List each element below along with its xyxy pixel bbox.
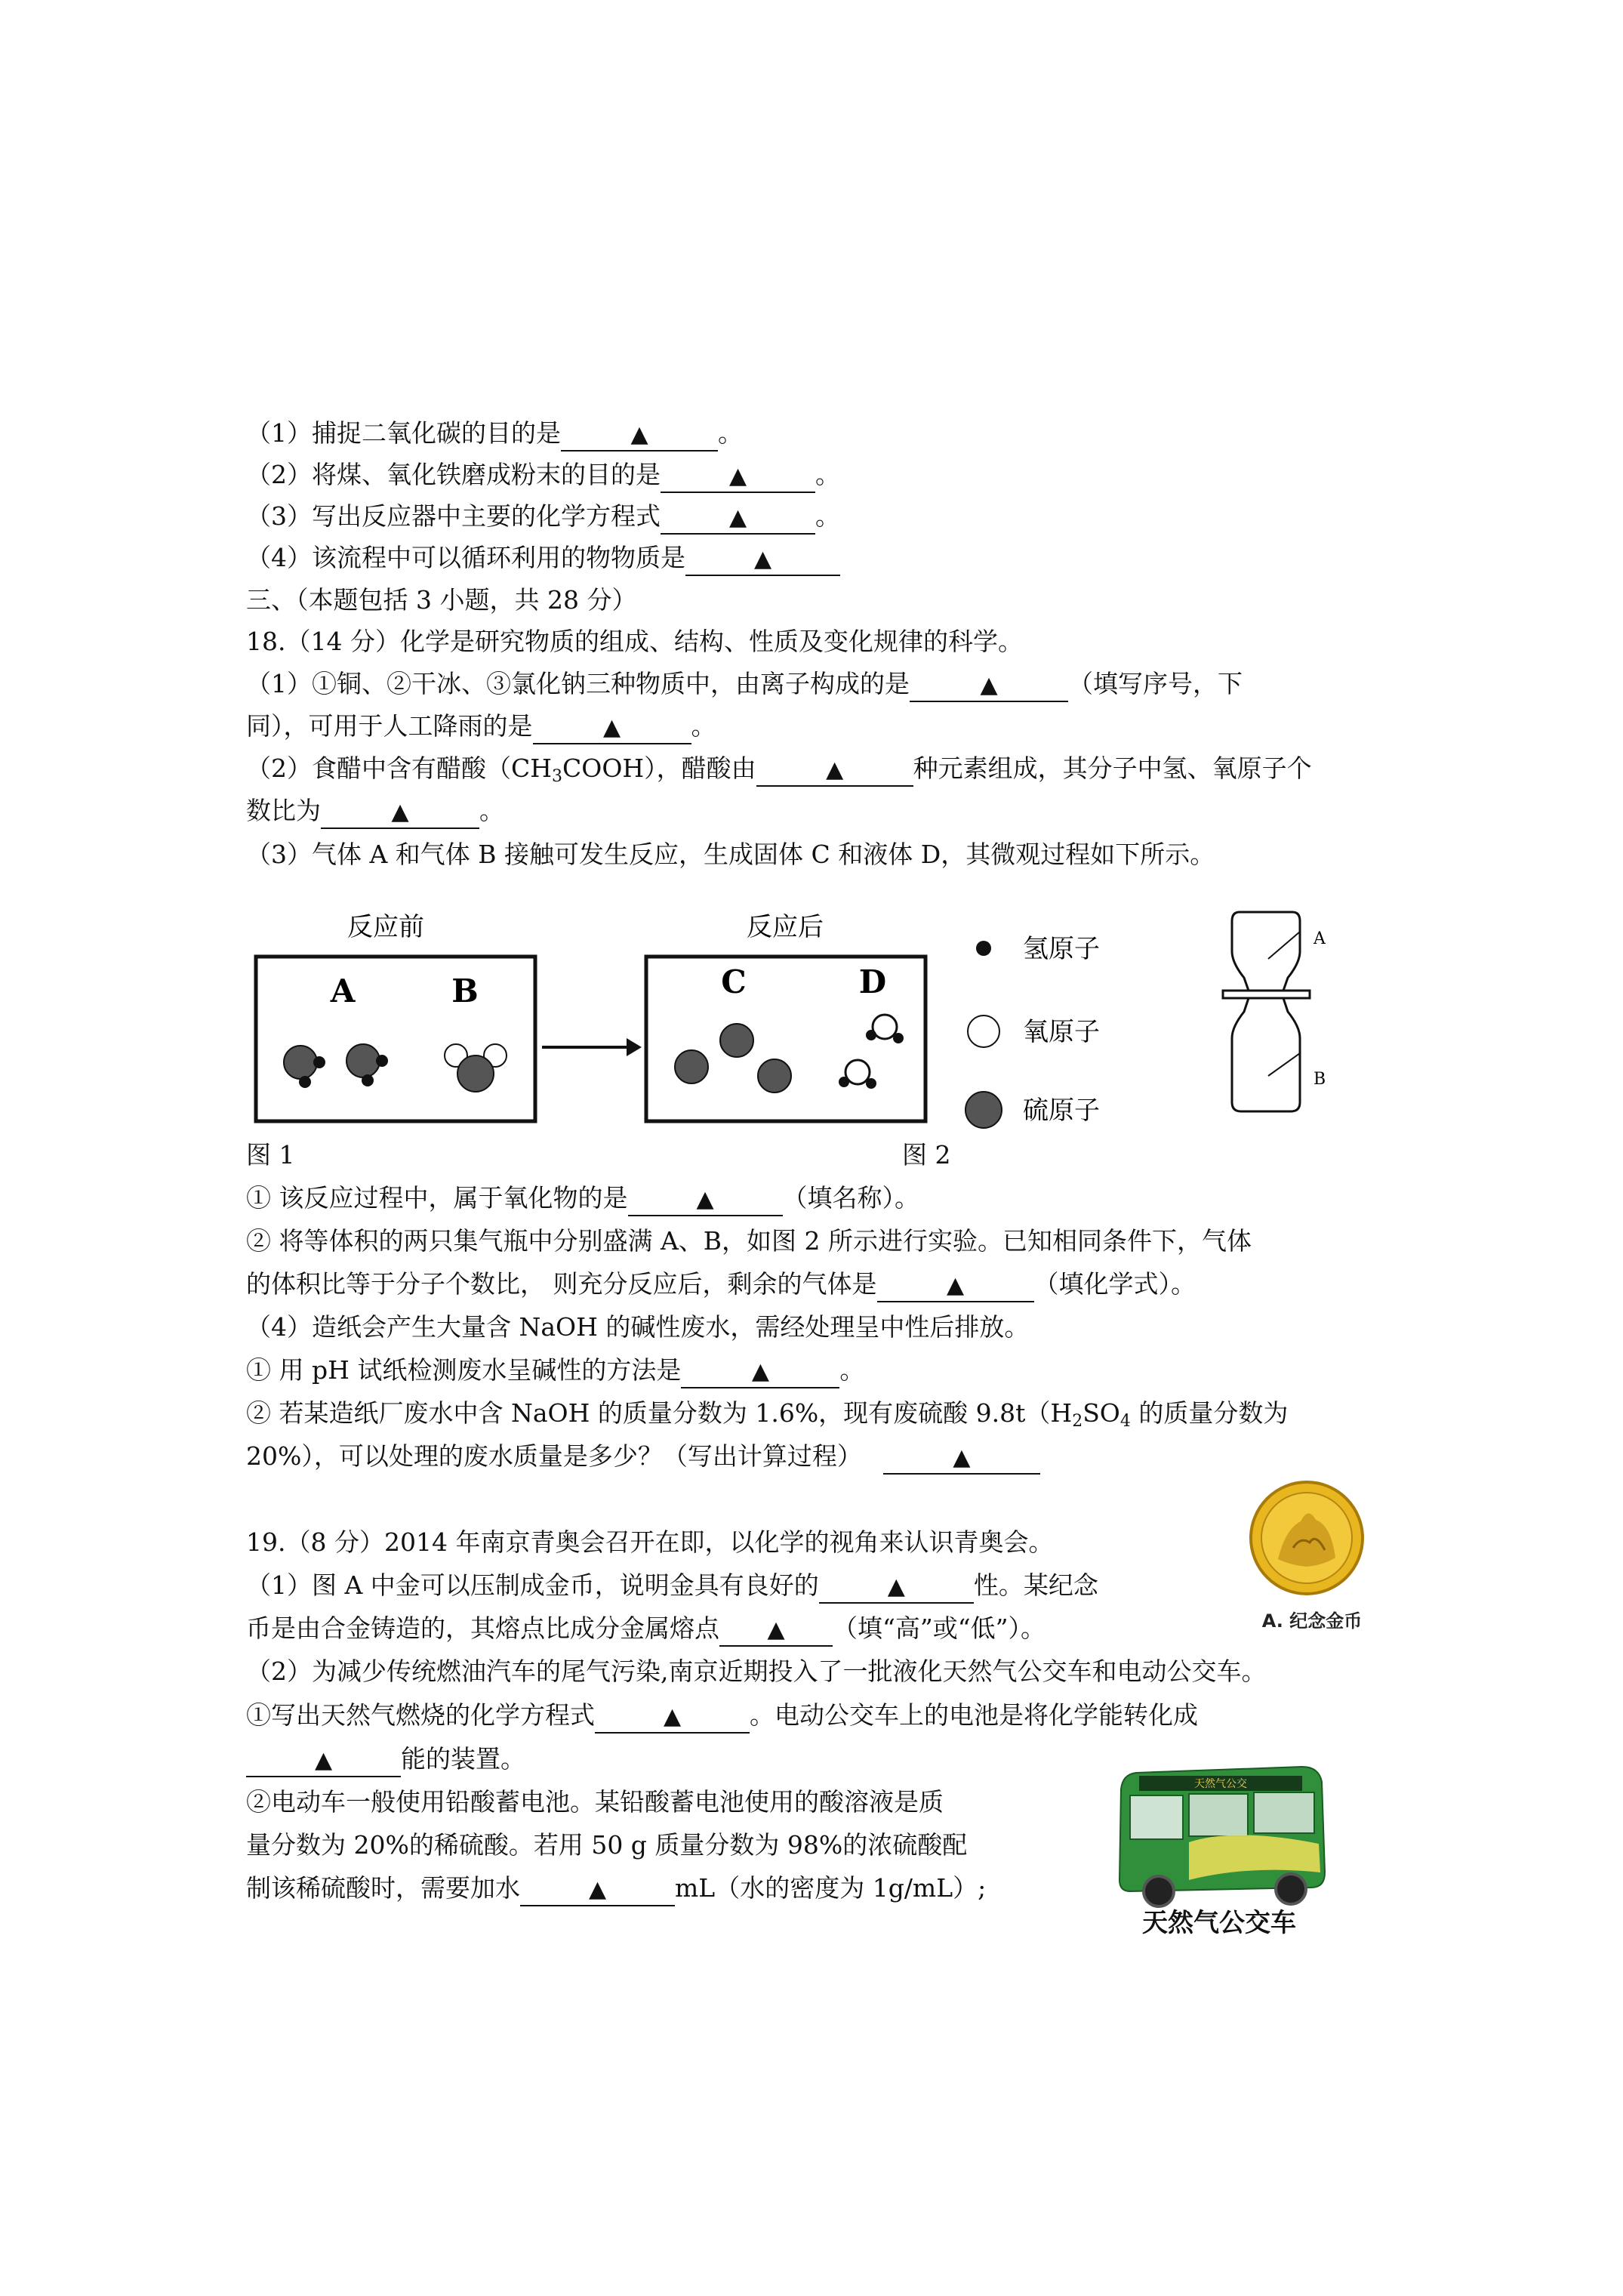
figure-2-gas-jars xyxy=(1208,906,1344,1117)
blank-triangle-icon: ▲ xyxy=(696,1186,714,1213)
legend-sulfur-label: 硫原子 xyxy=(1023,1096,1100,1126)
answer-blank[interactable] xyxy=(719,1613,833,1647)
q18-part3: （3）气体 A 和气体 B 接触可发生反应，生成固体 C 和液体 D，其微观过程如下所示。 xyxy=(246,840,1215,869)
period: 。 xyxy=(479,796,504,825)
oxygen-atom xyxy=(845,1060,870,1084)
q18-part1-text: （1）①铜、②干冰、③氯化钠三种物质中，由离子构成的是 xyxy=(246,669,910,698)
q17-part3-text: （3）写出反应器中主要的化学方程式 xyxy=(246,501,661,531)
q17-part4-text: （4）该流程中可以循环利用的物物质是 xyxy=(246,543,685,572)
period: 。 xyxy=(718,418,743,448)
blank-triangle-icon: ▲ xyxy=(728,463,747,489)
period: 。 xyxy=(839,1355,865,1385)
figure-1-reaction-diagram xyxy=(246,902,963,1129)
q17-part3 xyxy=(246,500,840,535)
legend-oxygen-label: 氧原子 xyxy=(1023,1017,1100,1047)
q19-part2-sub1-text2: 。电动公交车上的电池是将化学能转化成 xyxy=(750,1700,1198,1730)
hydrogen-atom xyxy=(866,1078,876,1089)
answer-blank[interactable] xyxy=(561,418,718,451)
q18-sub2-text: 的体积比等于分子个数比， 则充分反应后，剩余的气体是 xyxy=(246,1269,877,1299)
q18-sub1-hint: （填名称）。 xyxy=(782,1183,919,1213)
answer-blank[interactable] xyxy=(661,501,815,535)
figure-2-caption: 图 2 xyxy=(902,1140,951,1170)
answer-blank[interactable] xyxy=(321,796,479,829)
q18-part4-sub2-question: 20%），可以处理的废水质量是多少？（写出计算过程） xyxy=(246,1441,862,1471)
answer-blank[interactable] xyxy=(877,1269,1034,1302)
answer-blank[interactable] xyxy=(595,1700,750,1734)
q18-part2-line1 xyxy=(246,752,1312,794)
atom-legend xyxy=(962,921,1129,1148)
q19-part2-sub2-unit: mL（水的密度为 1g/mL）; xyxy=(675,1873,987,1903)
q18-part1-line2 xyxy=(246,710,716,744)
q18-part3-sub2-line2 xyxy=(246,1268,1196,1302)
sulfur-atom xyxy=(346,1044,380,1077)
bus-window xyxy=(1189,1794,1248,1836)
blank-triangle-icon: ▲ xyxy=(663,1703,682,1730)
period: 。 xyxy=(691,711,716,741)
bus-window xyxy=(1130,1795,1183,1839)
section-3-heading: 三、（本题包括 3 小题，共 28 分） xyxy=(246,585,637,615)
label-D: D xyxy=(858,963,887,1000)
lower-jar xyxy=(1232,998,1300,1111)
q18-part1-hint: （填写序号，下 xyxy=(1068,669,1243,698)
gold-coin-image xyxy=(1240,1476,1376,1646)
period: 。 xyxy=(815,501,840,531)
bus-wheel xyxy=(1276,1874,1306,1904)
q19-part2-sub2-text: 制该稀硫酸时，需要加水 xyxy=(246,1873,520,1903)
answer-blank[interactable] xyxy=(883,1441,1040,1475)
answer-blank[interactable] xyxy=(910,669,1068,702)
coin-caption: A. 纪念金币 xyxy=(1261,1610,1363,1632)
period: 。 xyxy=(815,460,840,489)
q19-part2-sub2-line1: ②电动车一般使用铅酸蓄电池。某铅酸蓄电池使用的酸溶液是质 xyxy=(246,1787,944,1817)
hydrogen-atom xyxy=(362,1074,374,1086)
bus-caption: 天然气公交车 xyxy=(1142,1908,1296,1938)
jar-label-B: B xyxy=(1313,1070,1326,1089)
q18-part1-line1 xyxy=(246,667,1243,702)
box-before xyxy=(256,957,535,1121)
hydrogen-atom xyxy=(299,1076,311,1088)
q18-sub2-hint: （填化学式）。 xyxy=(1033,1269,1196,1299)
sulfur-atom xyxy=(284,1046,317,1079)
blank-triangle-icon: ▲ xyxy=(588,1876,607,1903)
blank-triangle-icon: ▲ xyxy=(630,421,648,448)
q18-part4-sub1-text: ① 用 pH 试纸检测废水呈碱性的方法是 xyxy=(246,1355,682,1385)
answer-blank[interactable] xyxy=(520,1873,675,1906)
answer-blank[interactable] xyxy=(661,460,815,493)
q18-sub1-text: ① 该反应过程中，属于氧化物的是 xyxy=(246,1183,628,1213)
label-before-reaction: 反应前 xyxy=(347,912,424,942)
subscript: 3 xyxy=(552,767,563,786)
q18-part2-line2 xyxy=(246,794,504,829)
answer-blank[interactable] xyxy=(756,754,913,787)
blank-triangle-icon: ▲ xyxy=(751,1358,769,1385)
answer-blank[interactable] xyxy=(819,1570,974,1604)
answer-blank[interactable] xyxy=(246,1744,401,1777)
label-A: A xyxy=(330,972,356,1009)
q18-title: 18.（14 分）化学是研究物质的组成、结构、性质及变化规律的科学。 xyxy=(246,627,1023,656)
q19-part1-hint: （填“高”或“低”）。 xyxy=(833,1613,1046,1643)
hydrogen-atom xyxy=(893,1033,904,1043)
q19-part1-text2: 性。某纪念 xyxy=(973,1570,1098,1600)
legend-hydrogen-icon xyxy=(976,941,991,956)
q17-part1-text: （1）捕捉二氧化碳的目的是 xyxy=(246,418,561,448)
bus-sign-text: 天然气公交 xyxy=(1194,1778,1247,1790)
jar-label-A: A xyxy=(1313,929,1326,948)
answer-blank[interactable] xyxy=(685,543,840,576)
blank-triangle-icon: ▲ xyxy=(946,1272,965,1299)
formula-part: SO xyxy=(1083,1398,1120,1428)
q19-part1-line1 xyxy=(246,1569,1098,1604)
bus-wheel xyxy=(1144,1876,1174,1906)
q19-part1-line2 xyxy=(246,1612,1046,1647)
blank-triangle-icon: ▲ xyxy=(767,1616,785,1643)
q19-part2-sub1-line2 xyxy=(246,1743,525,1777)
blank-triangle-icon: ▲ xyxy=(887,1573,905,1600)
blank-triangle-icon: ▲ xyxy=(826,757,844,783)
subscript: 2 xyxy=(1072,1412,1083,1431)
q18-part4-sub2-text: ② 若某造纸厂废水中含 NaOH 的质量分数为 1.6%，现有废硫酸 9.8t（H xyxy=(246,1398,1073,1428)
q18-part3-sub1 xyxy=(246,1182,919,1216)
answer-blank[interactable] xyxy=(628,1183,783,1216)
reaction-arrowhead xyxy=(627,1038,642,1056)
upper-jar xyxy=(1232,912,1300,991)
q18-part2-text-a: （2）食醋中含有醋酸（CH xyxy=(246,754,553,783)
hydrogen-atom xyxy=(839,1077,849,1087)
sulfur-atom xyxy=(457,1056,494,1092)
q18-part4: （4）造纸会产生大量含 NaOH 的碱性废水，需经处理呈中性后排放。 xyxy=(246,1312,1030,1342)
q19-part2: （2）为减少传统燃油汽车的尾气污染,南京近期投入了一批液化天然气公交车和电动公交车。 xyxy=(246,1657,1267,1686)
q19-part2-sub1-text3: 能的装置。 xyxy=(401,1744,525,1774)
hydrogen-atom xyxy=(313,1056,325,1068)
q19-part2-sub1-text: ①写出天然气燃烧的化学方程式 xyxy=(246,1700,595,1730)
sulfur-atom xyxy=(720,1024,753,1057)
answer-blank[interactable] xyxy=(533,711,691,744)
q19-part2-sub1-line1 xyxy=(246,1699,1198,1734)
legend-oxygen-icon xyxy=(968,1015,999,1047)
label-B: B xyxy=(451,972,479,1009)
q18-part4-sub2-line1 xyxy=(246,1397,1288,1438)
q19-part2-sub2-line3 xyxy=(246,1872,986,1906)
q17-part2 xyxy=(246,458,840,493)
legend-hydrogen-label: 氢原子 xyxy=(1023,934,1100,964)
q18-part2-text-b: COOH），醋酸由 xyxy=(562,754,756,783)
q19-title: 19.（8 分）2014 年南京青奥会召开在即，以化学的视角来认识青奥会。 xyxy=(246,1527,1054,1557)
hydrogen-atom xyxy=(866,1030,876,1040)
q18-part3-sub2-line1: ② 将等体积的两只集气瓶中分别盛满 A、B，如图 2 所示进行实验。已知相同条件下，气体 xyxy=(246,1226,1252,1256)
legend-sulfur-icon xyxy=(965,1092,1002,1128)
q19-part1-text3: 币是由合金铸造的，其熔点比成分金属熔点 xyxy=(246,1613,719,1643)
q18-part4-sub1 xyxy=(246,1354,864,1388)
sulfur-atom xyxy=(758,1059,791,1093)
bus-window xyxy=(1254,1792,1314,1833)
blank-triangle-icon: ▲ xyxy=(753,546,772,572)
natural-gas-bus-image xyxy=(1113,1759,1332,1940)
q18-part4-sub2-line2 xyxy=(246,1440,1040,1475)
figure-1-caption: 图 1 xyxy=(246,1140,295,1170)
label-C: C xyxy=(721,963,747,1000)
label-after-reaction: 反应后 xyxy=(747,912,824,942)
q18-part1-text2: 同），可用于人工降雨的是 xyxy=(246,711,533,741)
blank-triangle-icon: ▲ xyxy=(314,1747,333,1774)
answer-blank[interactable] xyxy=(681,1355,839,1388)
blank-triangle-icon: ▲ xyxy=(602,714,621,741)
q18-part4-sub2-end: 的质量分数为 xyxy=(1130,1398,1289,1428)
q19-part1-text: （1）图 A 中金可以压制成金币，说明金具有良好的 xyxy=(246,1570,819,1600)
q17-part4 xyxy=(246,541,840,576)
q17-part2-text: （2）将煤、氧化铁磨成粉末的目的是 xyxy=(246,460,661,489)
blank-triangle-icon: ▲ xyxy=(391,799,409,825)
hydrogen-atom xyxy=(376,1055,388,1067)
q17-part1 xyxy=(246,417,743,451)
blank-triangle-icon: ▲ xyxy=(728,504,747,531)
q18-part2-text-c: 种元素组成，其分子中氢、氧原子个 xyxy=(913,754,1312,783)
sulfur-atom xyxy=(675,1050,708,1083)
blank-triangle-icon: ▲ xyxy=(953,1444,971,1471)
blank-triangle-icon: ▲ xyxy=(980,672,998,698)
subscript: 4 xyxy=(1119,1412,1131,1431)
q19-part2-sub2-line2: 量分数为 20%的稀硫酸。若用 50 g 质量分数为 98%的浓硫酸配 xyxy=(246,1830,968,1860)
q18-part2-text-d: 数比为 xyxy=(246,796,321,825)
